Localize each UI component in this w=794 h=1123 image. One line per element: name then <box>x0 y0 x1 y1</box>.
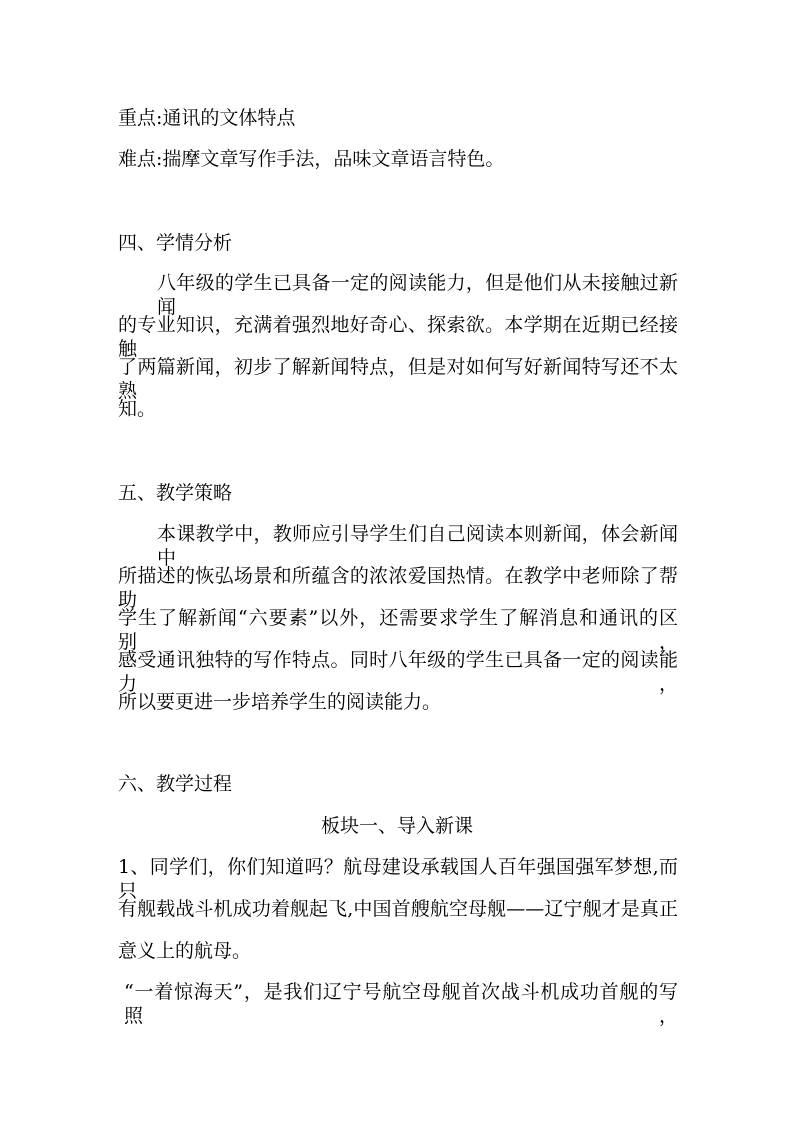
section-4-paragraph-line: 的专业知识，充满着强烈地好奇心、探索欲。本学期在近期已经接触 <box>118 314 678 360</box>
section-5-heading: 五、教学策略 <box>118 482 233 504</box>
section-6-paragraph-line: 有舰载战斗机成功着舰起飞,中国首艘航空母舰——辽宁舰才是真正 <box>118 898 678 920</box>
section-6-paragraph-line: 1、同学们，你们知道吗？航母建设承载国人百年强国强军梦想,而只 <box>118 856 678 902</box>
section-5-paragraph-line: 所描述的恢弘场景和所蕴含的浓浓爱国热情。在教学中老师除了帮助 <box>118 565 678 611</box>
section-5-paragraph-line: 本课教学中，教师应引导学生们自己阅读本则新闻，体会新闻中 <box>157 523 678 569</box>
section-4-paragraph-line: 了两篇新闻，初步了解新闻特点，但是对如何写好新闻特写还不太熟 <box>118 356 678 402</box>
difficult-point-line: 难点:揣摩文章写作手法，品味文章语言特色。 <box>118 148 505 170</box>
section-6-heading: 六、教学过程 <box>118 773 233 795</box>
section-4-paragraph-line: 八年级的学生已具备一定的阅读能力，但是他们从未接触过新闻 <box>157 272 678 318</box>
section-5-paragraph-line: 感受通讯独特的写作特点。同时八年级的学生已具备一定的阅读能力， <box>118 649 678 695</box>
section-5-paragraph-line: 所以要更进一步培养学生的阅读能力。 <box>118 691 442 713</box>
section-4-heading: 四、学情分析 <box>118 232 233 254</box>
key-point-line: 重点:通讯的文体特点 <box>118 107 296 129</box>
section-5-paragraph-line: 学生了解新闻“六要素”以外，还需要求学生了解消息和通讯的区别， <box>118 607 678 653</box>
section-6-paragraph-line: 意义上的航母。 <box>118 940 252 962</box>
section-4-paragraph-line: 知。 <box>118 398 157 420</box>
section-6-paragraph-line: “一着惊海天”，是我们辽宁号航空母舰首次战斗机成功首舰的写照， <box>124 981 678 1027</box>
block-title: 板块一、导入新课 <box>320 815 473 837</box>
